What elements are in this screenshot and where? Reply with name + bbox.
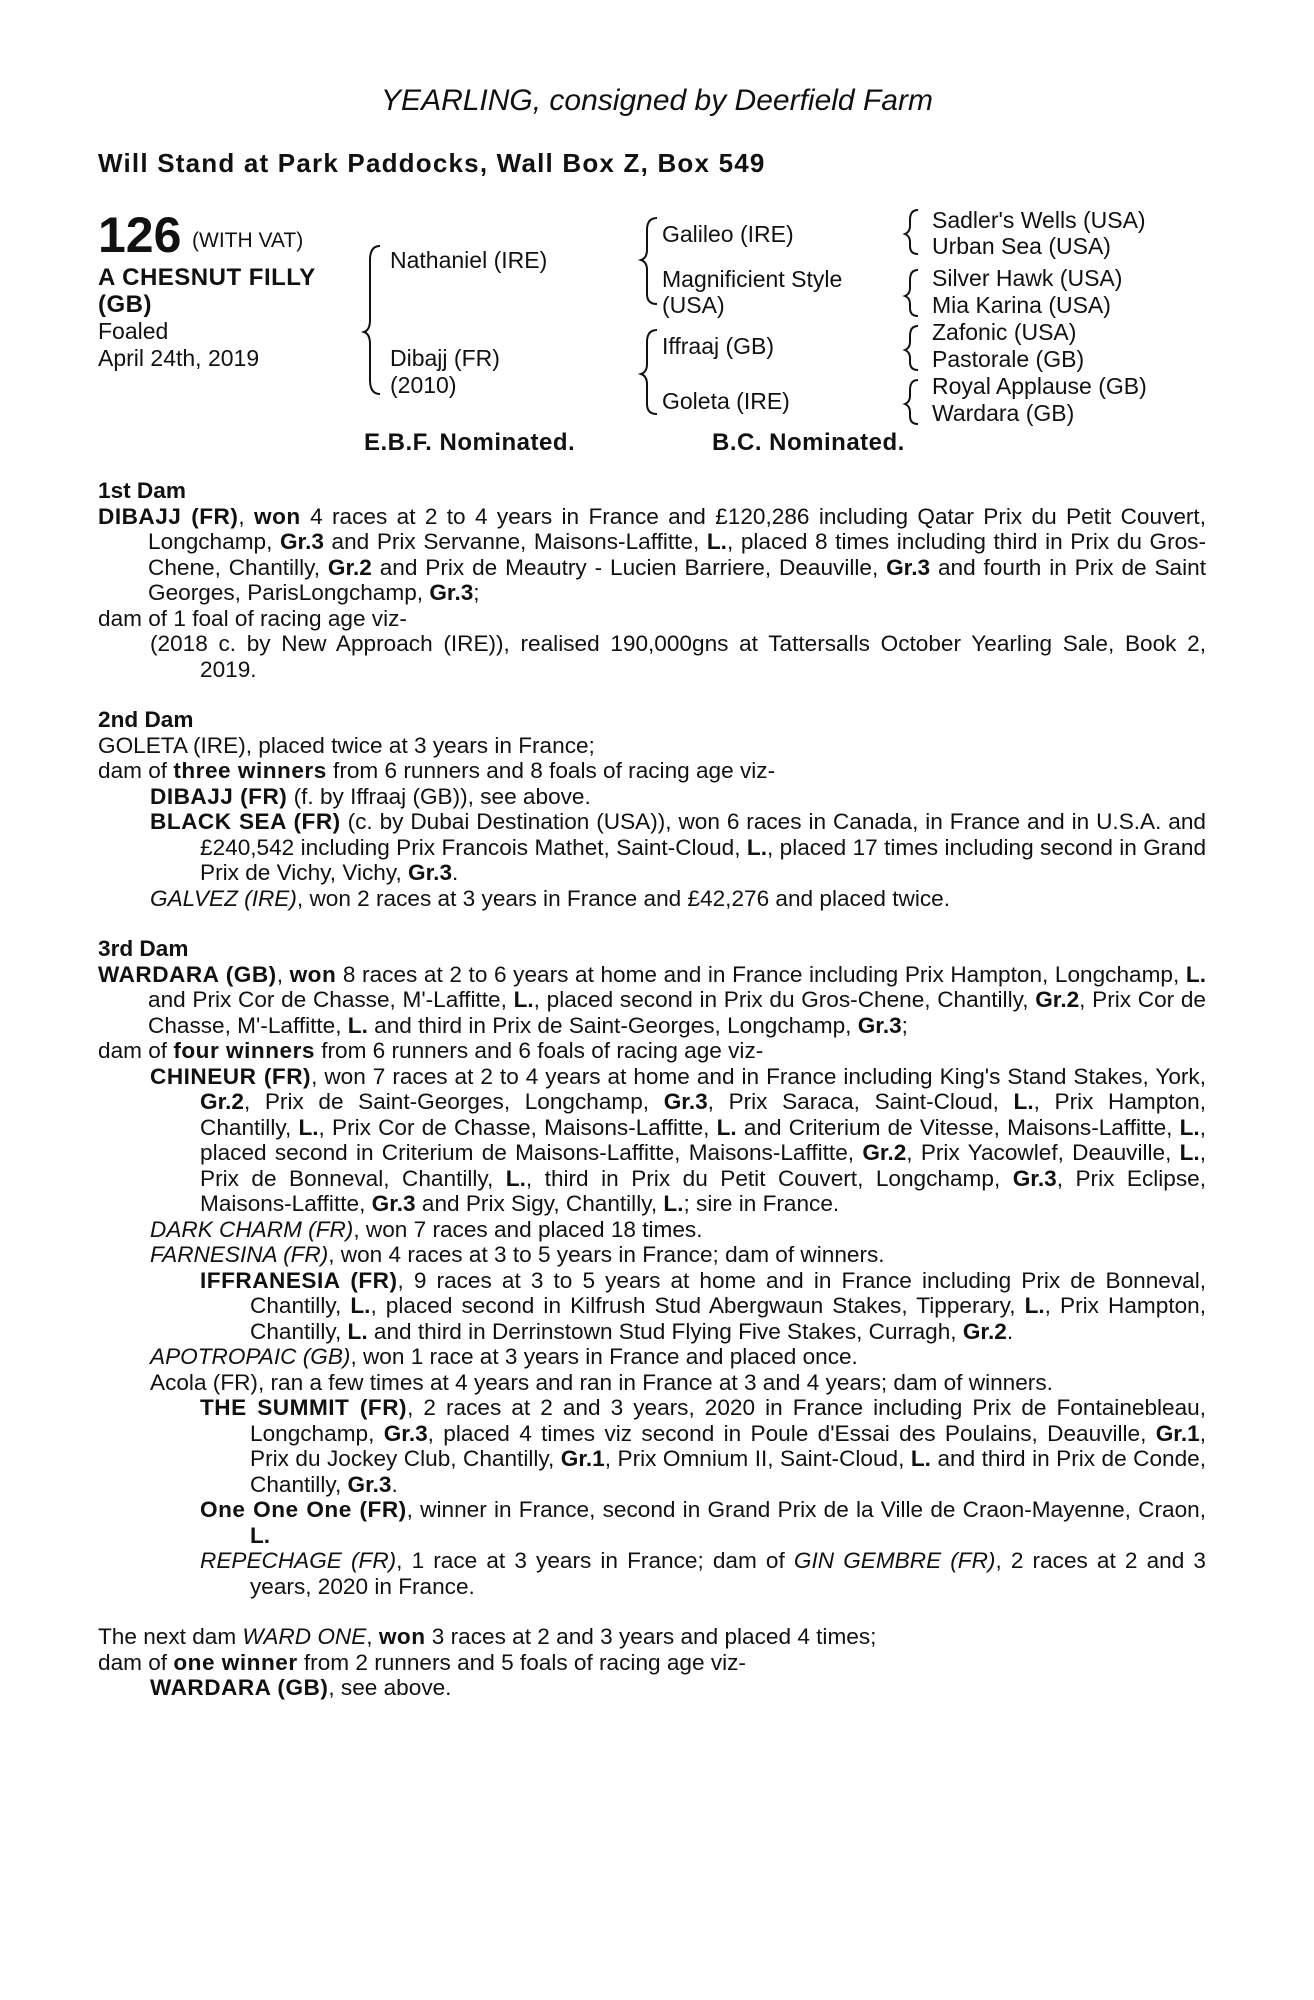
dam-year: (2010) [390, 372, 457, 398]
sire-sire-name: Galileo (IRE) [662, 221, 794, 247]
produce-entry: REPECHAGE (FR), 1 race at 3 years in France; dam of GIN GEMBRE (FR), 2 races at 2 and 3 years, 2020 in France. [200, 1548, 1207, 1599]
third-dam-heading: 3rd Dam [98, 936, 189, 961]
gg-sire-4: Royal Applause (GB) [932, 373, 1147, 399]
gg-dam-1: Urban Sea (USA) [932, 233, 1111, 259]
gg-sire-1: Sadler's Wells (USA) [932, 207, 1146, 233]
won-label: won [254, 503, 301, 529]
gg-sire-3: Zafonic (USA) [932, 319, 1077, 345]
third-dam-record: WARDARA (GB), won 8 races at 2 to 6 years at home and in France including Prix Hampton, Longchamp, L. and Prix Cor de Chasse, M'-Laffitte, L., placed second in Prix du Gros-Chene, Chantilly, Gr.2, Prix Cor de Chasse, M'-Laffitte, L. and third in Prix de Saint-Georges, Longchamp, Gr.3; [98, 961, 1206, 1038]
dam-sire-name: Iffraaj (GB) [662, 333, 775, 359]
sire-dam-origin: (USA) [662, 292, 725, 318]
bc-nominated: B.C. Nominated. [712, 429, 905, 456]
produce-entry: THE SUMMIT (FR), 2 races at 2 and 3 years, 2020 in France including Prix de Fontainebleau, Longchamp, Gr.3, placed 4 times viz second in Poule d'Essai des Poulains, Deauville, Gr.1, Prix du Jockey Club, Chantilly, Gr.1, Prix Omnium II, Saint-Cloud, L. and third in Prix de Conde, Chantilly, Gr.3. [200, 1395, 1207, 1497]
foaled-date: April 24th, 2019 [98, 345, 260, 371]
first-dam-produce-intro: dam of 1 foal of racing age viz- [98, 605, 407, 631]
sire-name: Nathaniel (IRE) [390, 247, 548, 273]
produce-entry: DIBAJJ (FR) (f. by Iffraaj (GB)), see above. [150, 783, 591, 809]
gg-sire-2: Silver Hawk (USA) [932, 265, 1123, 291]
gg-dam-3: Pastorale (GB) [932, 346, 1085, 372]
produce-entry: One One One (FR), winner in France, second in Grand Prix de la Ville de Craon-Mayenne, Craon, L. [200, 1497, 1206, 1548]
produce-entry: CHINEUR (FR), won 7 races at 2 to 4 years at home and in France including King's Stand Stakes, York, Gr.2, Prix de Saint-Georges, Longchamp, Gr.3, Prix Saraca, Saint-Cloud, L., Prix Hampton, Chantilly, L., Prix Cor de Chasse, Maisons-Laffitte, L. and Criterium de Vitesse, Maisons-Laffitte, L., placed second in Criterium de Maisons-Laffitte, Maisons-Laffitte, Gr.2, Prix Yacowlef, Deauville, L., Prix de Bonneval, Chantilly, L., third in Prix du Petit Couvert, Longchamp, Gr.3, Prix Eclipse, Maisons-Laffitte, Gr.3 and Prix Sigy, Chantilly, L.; sire in France. [150, 1063, 1207, 1216]
second-dam-heading: 2nd Dam [98, 707, 194, 732]
produce-entry: DARK CHARM (FR), won 7 races and placed 18 times. [150, 1216, 703, 1242]
dam-name: Dibajj (FR) [390, 345, 500, 371]
ebf-nominated: E.B.F. Nominated. [364, 429, 576, 456]
first-dam-heading: 1st Dam [98, 478, 186, 503]
next-dam-record: The next dam WARD ONE, won 3 races at 2 and 3 years and placed 4 times; [98, 1624, 877, 1649]
horse-description-origin: (GB) [98, 291, 152, 318]
first-dam-foal: (2018 c. by New Approach (IRE)), realised 190,000gns at Tattersalls October Yearling Sale, Book 2, 2019. [150, 631, 1206, 682]
next-dam-produce-intro: dam of one winner from 2 runners and 5 foals of racing age viz- [98, 1649, 746, 1675]
produce-entry: Acola (FR), ran a few times at 4 years and ran in France at 3 and 4 years; dam of winners. [150, 1369, 1053, 1395]
gg-dam-2: Mia Karina (USA) [932, 292, 1111, 318]
sire-dam-name: Magnificient Style [662, 266, 843, 292]
catalogue-heading: YEARLING, consigned by Deerfield Farm [381, 84, 933, 117]
stand-location: Will Stand at Park Paddocks, Wall Box Z, Box 549 [98, 148, 766, 178]
first-dam-record: DIBAJJ (FR), won 4 races at 2 to 4 years in France and £120,286 including Qatar Prix du Petit Couvert, Longchamp, Gr.3 and Prix Servanne, Maisons-Laffitte, L., placed 8 times including third in Prix du Gros-Chene, Chantilly, Gr.2 and Prix de Meautry - Lucien Barriere, Deauville, Gr.3 and fourth in Prix de Saint Georges, ParisLongchamp, Gr.3; [98, 503, 1206, 605]
produce-entry: GALVEZ (IRE), won 2 races at 3 years in France and £42,276 and placed twice. [150, 885, 951, 911]
catalogue-body [98, 478, 1206, 1701]
second-dam-produce-intro: dam of three winners from 6 runners and 8 foals of racing age viz- [98, 758, 776, 783]
foaled-label: Foaled [98, 318, 169, 344]
dam-dam-name: Goleta (IRE) [662, 388, 790, 414]
gg-dam-4: Wardara (GB) [932, 400, 1075, 426]
second-dam-record: GOLETA (IRE), placed twice at 3 years in France; [98, 732, 595, 758]
lot-number: 126 [98, 207, 182, 263]
produce-entry: APOTROPAIC (GB), won 1 race at 3 years in France and placed once. [150, 1344, 858, 1369]
dam-name: DIBAJJ (FR) [98, 503, 239, 529]
produce-entry: FARNESINA (FR), won 4 races at 3 to 5 years in France; dam of winners. [150, 1242, 885, 1267]
produce-entry: BLACK SEA (FR) (c. by Dubai Destination (USA)), won 6 races in Canada, in France and in U.S.A. and £240,542 including Prix Francois Mathet, Saint-Cloud, L., placed 17 times including second in Grand Prix de Vichy, Vichy, Gr.3. [150, 809, 1207, 885]
horse-description: A CHESNUT FILLY [98, 264, 316, 291]
vat-note: (WITH VAT) [192, 229, 304, 252]
third-dam-produce-intro: dam of four winners from 6 runners and 6 foals of racing age viz- [98, 1038, 764, 1063]
produce-entry: IFFRANESIA (FR), 9 races at 3 to 5 years at home and in France including Prix de Bonneval, Chantilly, L., placed second in Kilfrush Stud Abergwaun Stakes, Tipperary, L., Prix Hampton, Chantilly, L. and third in Derrinstown Stud Flying Five Stakes, Curragh, Gr.2. [200, 1267, 1206, 1344]
produce-entry: WARDARA (GB), see above. [150, 1675, 452, 1700]
